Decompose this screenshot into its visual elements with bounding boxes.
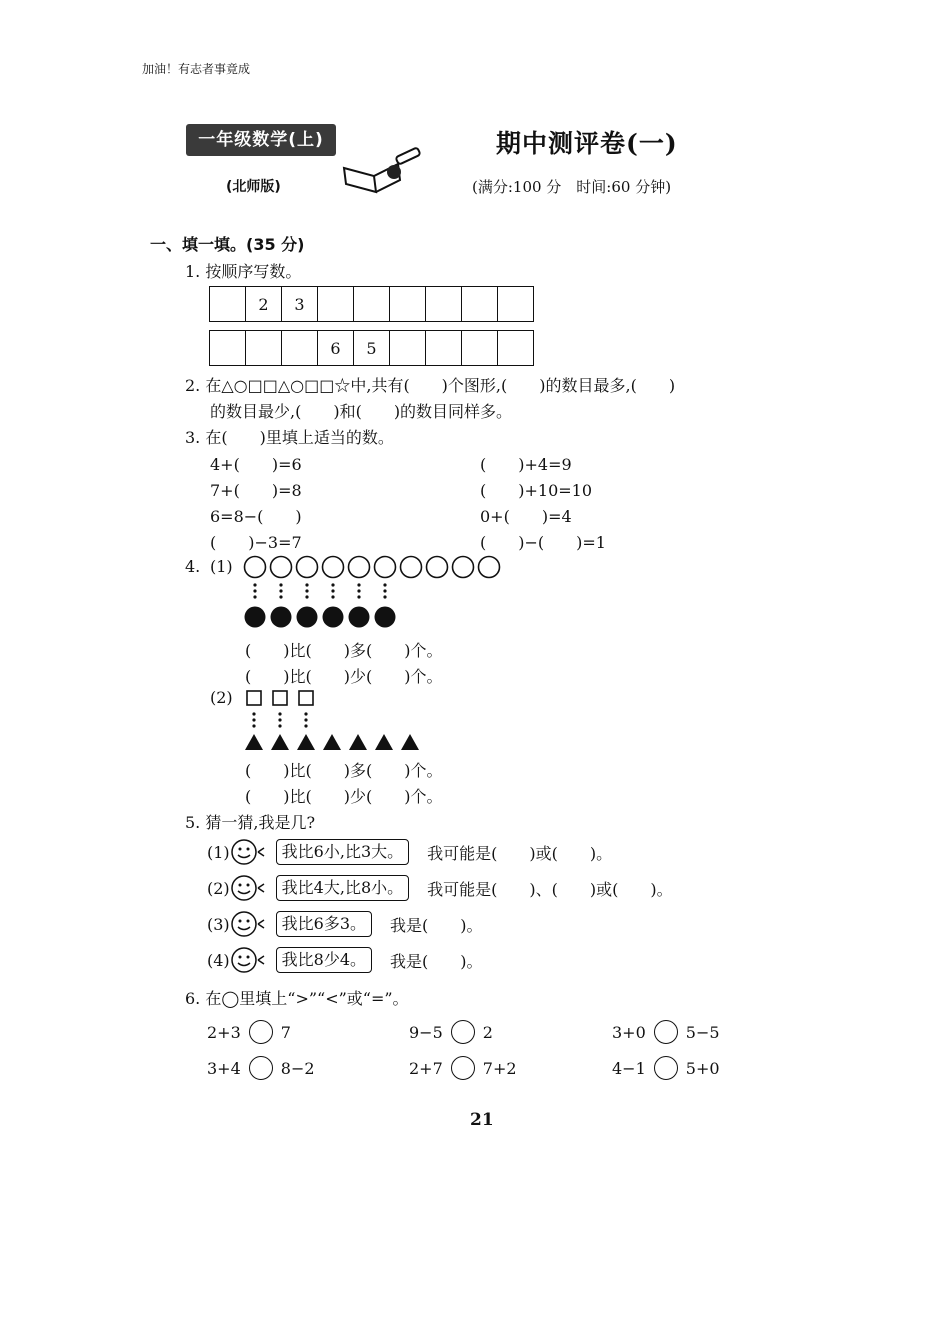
grade-badge: 一年级数学(上) — [186, 124, 336, 156]
match-dot — [278, 718, 281, 721]
filled-circle — [271, 607, 292, 628]
smiley-icon — [230, 838, 276, 866]
answer-circle[interactable] — [451, 1020, 475, 1044]
q4-label: 4. — [185, 557, 201, 576]
open-circle — [349, 557, 370, 578]
q2-line2: 的数目最少,( )和( )的数目同样多。 — [210, 402, 513, 421]
section-heading: 一、填一填。(35 分) — [150, 235, 305, 254]
match-dot — [383, 589, 386, 592]
q5-item-num: (1) — [207, 842, 230, 862]
smiley-icon — [230, 910, 276, 938]
q4-part2-line-0: ( )比( )多( )个。 — [245, 761, 443, 780]
compare-right: 8−2 — [280, 1058, 315, 1078]
triangle-shape — [349, 734, 367, 750]
triangle-shape — [375, 734, 393, 750]
match-dot — [252, 718, 255, 721]
q4-square-triangle-comparison — [242, 688, 432, 754]
match-dot — [279, 589, 282, 592]
open-circle — [479, 557, 500, 578]
speech-bubble: 我比6多3。 — [276, 911, 372, 937]
match-dot — [279, 595, 282, 598]
q4-part2-line-1: ( )比( )少( )个。 — [245, 787, 443, 806]
seq-cell[interactable] — [282, 331, 318, 366]
open-circle — [401, 557, 422, 578]
seq-cell[interactable] — [210, 331, 246, 366]
open-circle — [297, 557, 318, 578]
q5-item-3 — [207, 910, 483, 938]
match-dot — [305, 595, 308, 598]
filled-circle — [349, 607, 370, 628]
q3-right-0: ( )+4=9 — [480, 455, 572, 474]
speech-bubble: 我比6小,比3大。 — [276, 839, 409, 865]
compare-right: 7 — [280, 1022, 291, 1042]
q3-left-0: 4+( )=6 — [210, 455, 302, 474]
speech-bubble: 我比8少4。 — [276, 947, 372, 973]
q5-answer: 我是( )。 — [390, 951, 483, 971]
match-dot — [357, 589, 360, 592]
compare-right: 7+2 — [482, 1058, 517, 1078]
compare-item — [612, 1020, 720, 1044]
compare-left: 9−5 — [409, 1022, 443, 1042]
q5-item-num: (3) — [207, 914, 230, 934]
answer-circle[interactable] — [249, 1056, 273, 1080]
q5-answer: 我可能是( )或( )。 — [427, 843, 613, 863]
edition-label: (北师版) — [226, 179, 281, 195]
match-dot — [383, 583, 386, 586]
seq-cell[interactable]: 6 — [318, 331, 354, 366]
q3-right-1: ( )+10=10 — [480, 481, 593, 500]
compare-left: 3+4 — [207, 1058, 241, 1078]
sequence-row-2 — [209, 330, 534, 366]
page-title: 期中测评卷(一) — [496, 129, 678, 158]
page-subtitle: (满分:100 分 时间:60 分钟) — [472, 178, 672, 196]
match-dot — [278, 724, 281, 727]
triangle-shape — [297, 734, 315, 750]
q4-part2-label: (2) — [210, 688, 233, 707]
q5-label: 5. 猜一猜,我是几? — [185, 813, 316, 832]
page-number: 21 — [470, 1110, 494, 1130]
match-dot — [253, 589, 256, 592]
filled-circle — [245, 607, 266, 628]
match-dot — [304, 712, 307, 715]
compare-left: 2+7 — [409, 1058, 443, 1078]
q5-item-2 — [207, 874, 673, 902]
smiley-icon — [230, 946, 276, 974]
match-dot — [383, 595, 386, 598]
match-dot — [331, 595, 334, 598]
seq-cell[interactable] — [354, 287, 390, 322]
seq-cell[interactable]: 3 — [282, 287, 318, 322]
match-dot — [304, 718, 307, 721]
q5-item-num: (2) — [207, 878, 230, 898]
seq-cell[interactable] — [210, 287, 246, 322]
seq-cell[interactable] — [390, 331, 426, 366]
seq-cell[interactable] — [426, 331, 462, 366]
square-shape — [273, 691, 287, 705]
seq-cell[interactable] — [462, 287, 498, 322]
q3-right-2: 0+( )=4 — [480, 507, 572, 526]
sequence-row-1 — [209, 286, 534, 322]
match-dot — [357, 583, 360, 586]
compare-right: 5+0 — [685, 1058, 720, 1078]
triangle-shape — [401, 734, 419, 750]
triangle-shape — [323, 734, 341, 750]
top-note: 加油！有志者事竟成 — [142, 62, 251, 76]
q3-left-1: 7+( )=8 — [210, 481, 302, 500]
match-dot — [253, 595, 256, 598]
open-circle — [427, 557, 448, 578]
seq-cell[interactable]: 5 — [354, 331, 390, 366]
q4-part1-line-0: ( )比( )多( )个。 — [245, 641, 443, 660]
speech-bubble: 我比4大,比8小。 — [276, 875, 409, 901]
match-dot — [252, 712, 255, 715]
compare-left: 4−1 — [612, 1058, 646, 1078]
open-circle — [453, 557, 474, 578]
seq-cell[interactable] — [498, 287, 534, 322]
open-circle — [323, 557, 344, 578]
q5-item-4 — [207, 946, 483, 974]
compare-right: 5−5 — [685, 1022, 720, 1042]
q2-line1: 2. 在△○□□△○□□☆中,共有( )个图形,( )的数目最多,( ) — [185, 376, 676, 395]
match-dot — [305, 589, 308, 592]
compare-item — [409, 1056, 517, 1080]
compare-item — [409, 1020, 493, 1044]
compare-item — [207, 1056, 315, 1080]
q4-part1-label: (1) — [210, 557, 233, 576]
match-dot — [331, 583, 334, 586]
square-shape — [299, 691, 313, 705]
match-dot — [278, 712, 281, 715]
answer-circle[interactable] — [654, 1056, 678, 1080]
filled-circle — [297, 607, 318, 628]
compare-left: 2+3 — [207, 1022, 241, 1042]
square-shape — [247, 691, 261, 705]
match-dot — [331, 589, 334, 592]
q3-right-3: ( )−( )=1 — [480, 533, 606, 552]
q3-left-2: 6=8−( ) — [210, 507, 302, 526]
seq-cell[interactable] — [318, 287, 354, 322]
match-dot — [252, 724, 255, 727]
filled-circle — [375, 607, 396, 628]
seq-cell[interactable]: 2 — [246, 287, 282, 322]
seq-cell[interactable] — [462, 331, 498, 366]
q1-label: 1. 按顺序写数。 — [185, 262, 302, 281]
answer-circle[interactable] — [654, 1020, 678, 1044]
smiley-icon — [230, 874, 276, 902]
match-dot — [253, 583, 256, 586]
open-circle — [375, 557, 396, 578]
book-mascot-icon — [336, 146, 426, 196]
q5-item-num: (4) — [207, 950, 230, 970]
triangle-shape — [245, 734, 263, 750]
compare-item — [207, 1020, 291, 1044]
seq-cell[interactable] — [498, 331, 534, 366]
compare-right: 2 — [482, 1022, 493, 1042]
match-dot — [279, 583, 282, 586]
q4-circle-comparison — [242, 555, 512, 633]
compare-item — [612, 1056, 720, 1080]
q4-part1-line-1: ( )比( )少( )个。 — [245, 667, 443, 686]
compare-left: 3+0 — [612, 1022, 646, 1042]
answer-circle[interactable] — [249, 1020, 273, 1044]
q6-label: 6. 在◯里填上“>”“<”或“=”。 — [185, 989, 409, 1008]
triangle-shape — [271, 734, 289, 750]
q5-item-1 — [207, 838, 612, 866]
open-circle — [271, 557, 292, 578]
open-circle — [245, 557, 266, 578]
filled-circle — [323, 607, 344, 628]
match-dot — [304, 724, 307, 727]
q5-answer: 我是( )。 — [390, 915, 483, 935]
match-dot — [305, 583, 308, 586]
seq-cell[interactable] — [426, 287, 462, 322]
q3-left-3: ( )−3=7 — [210, 533, 302, 552]
seq-cell[interactable] — [390, 287, 426, 322]
answer-circle[interactable] — [451, 1056, 475, 1080]
q3-label: 3. 在( )里填上适当的数。 — [185, 428, 394, 447]
seq-cell[interactable] — [246, 331, 282, 366]
q5-answer: 我可能是( )、( )或( )。 — [427, 879, 673, 899]
match-dot — [357, 595, 360, 598]
